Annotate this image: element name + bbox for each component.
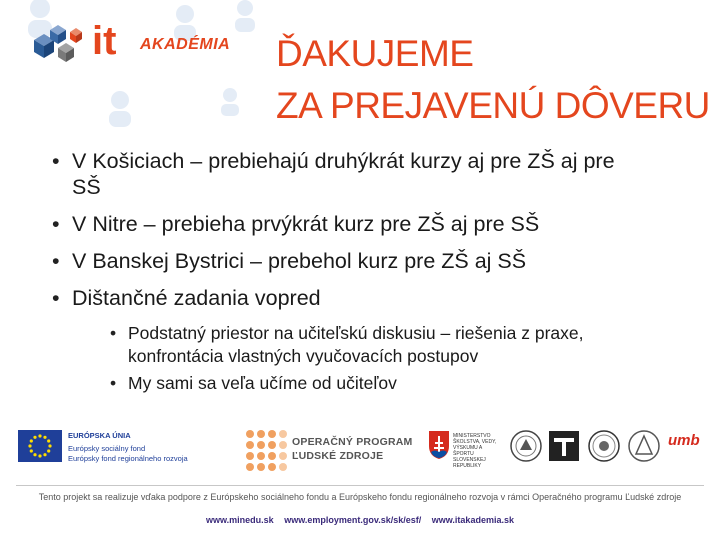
logo-it-text: it bbox=[92, 19, 117, 63]
link-itakademia[interactable]: www.itakademia.sk bbox=[431, 515, 514, 525]
op-line-1: OPERAČNÝ PROGRAM bbox=[292, 436, 413, 448]
slovak-coat-of-arms-icon bbox=[428, 430, 450, 460]
university-seal-icon-1 bbox=[510, 430, 542, 462]
link-minedu[interactable]: www.minedu.sk bbox=[206, 515, 274, 525]
ministry-text: MINISTERSTVO ŠKOLSTVA, VEDY, VÝSKUMU A ŠPORTU SLOVENSKEJ REPUBLIKY bbox=[453, 433, 497, 469]
bullet-item: • V Banskej Bystrici – prebehol kurz pre ZŠ aj SŠ bbox=[52, 248, 692, 274]
partner-logo-strip bbox=[0, 424, 720, 484]
sub-bullet-item: • My sami sa veľa učíme od učiteľov bbox=[110, 372, 648, 395]
bullet-item: • Dištančné zadania vopred bbox=[52, 285, 692, 311]
bullet-list bbox=[52, 148, 692, 399]
university-logo-icon-2 bbox=[548, 430, 580, 462]
eu-logo-text bbox=[68, 431, 188, 464]
op-dots-icon bbox=[244, 428, 288, 472]
link-employment[interactable]: www.employment.gov.sk/sk/esf/ bbox=[284, 515, 422, 525]
footer-divider bbox=[16, 485, 704, 486]
footer-links bbox=[0, 515, 720, 525]
sub-bullet-item: • Podstatný priestor na učiteľskú diskusiu – riešenia z praxe, konfrontácia vlastných vyučovacích postupov bbox=[110, 322, 648, 368]
eu-flag-icon bbox=[18, 430, 62, 462]
sub-bullet-list bbox=[110, 322, 692, 395]
university-seal-icon-3 bbox=[588, 430, 620, 462]
logo-akademia-text: AKADÉMIA bbox=[140, 36, 231, 53]
bullet-item: • V Nitre – prebieha prvýkrát kurz pre ZŠ aj pre SŠ bbox=[52, 211, 692, 237]
eu-title: EURÓPSKA ÚNIA bbox=[68, 431, 131, 440]
slide-title bbox=[276, 28, 710, 132]
logo-cubes-icon bbox=[28, 18, 98, 74]
eu-fund-2: Európsky fond regionálneho rozvoja bbox=[68, 454, 188, 463]
eu-fund-1: Európsky sociálny fond bbox=[68, 444, 146, 453]
umb-logo bbox=[668, 432, 700, 449]
op-line-2: ĽUDSKÉ ZDROJE bbox=[292, 450, 384, 462]
umb-logo-text: umb bbox=[668, 432, 700, 449]
op-logo-text bbox=[292, 435, 412, 463]
funding-note: Tento projekt sa realizuje vďaka podpore z Európskeho sociálneho fondu a Európskeho fondu regionálneho rozvoja v rámci Operačného programu Ľudské zdroje bbox=[38, 492, 682, 502]
title-line-2: ZA PREJAVENÚ DÔVERU bbox=[276, 85, 710, 126]
title-line-1: ĎAKUJEME bbox=[276, 33, 474, 74]
university-seal-icon-4 bbox=[628, 430, 660, 462]
it-akademia-logo bbox=[28, 14, 231, 76]
bullet-item: • V Košiciach – prebiehajú druhýkrát kurzy aj pre ZŠ aj pre SŠ bbox=[52, 148, 632, 200]
